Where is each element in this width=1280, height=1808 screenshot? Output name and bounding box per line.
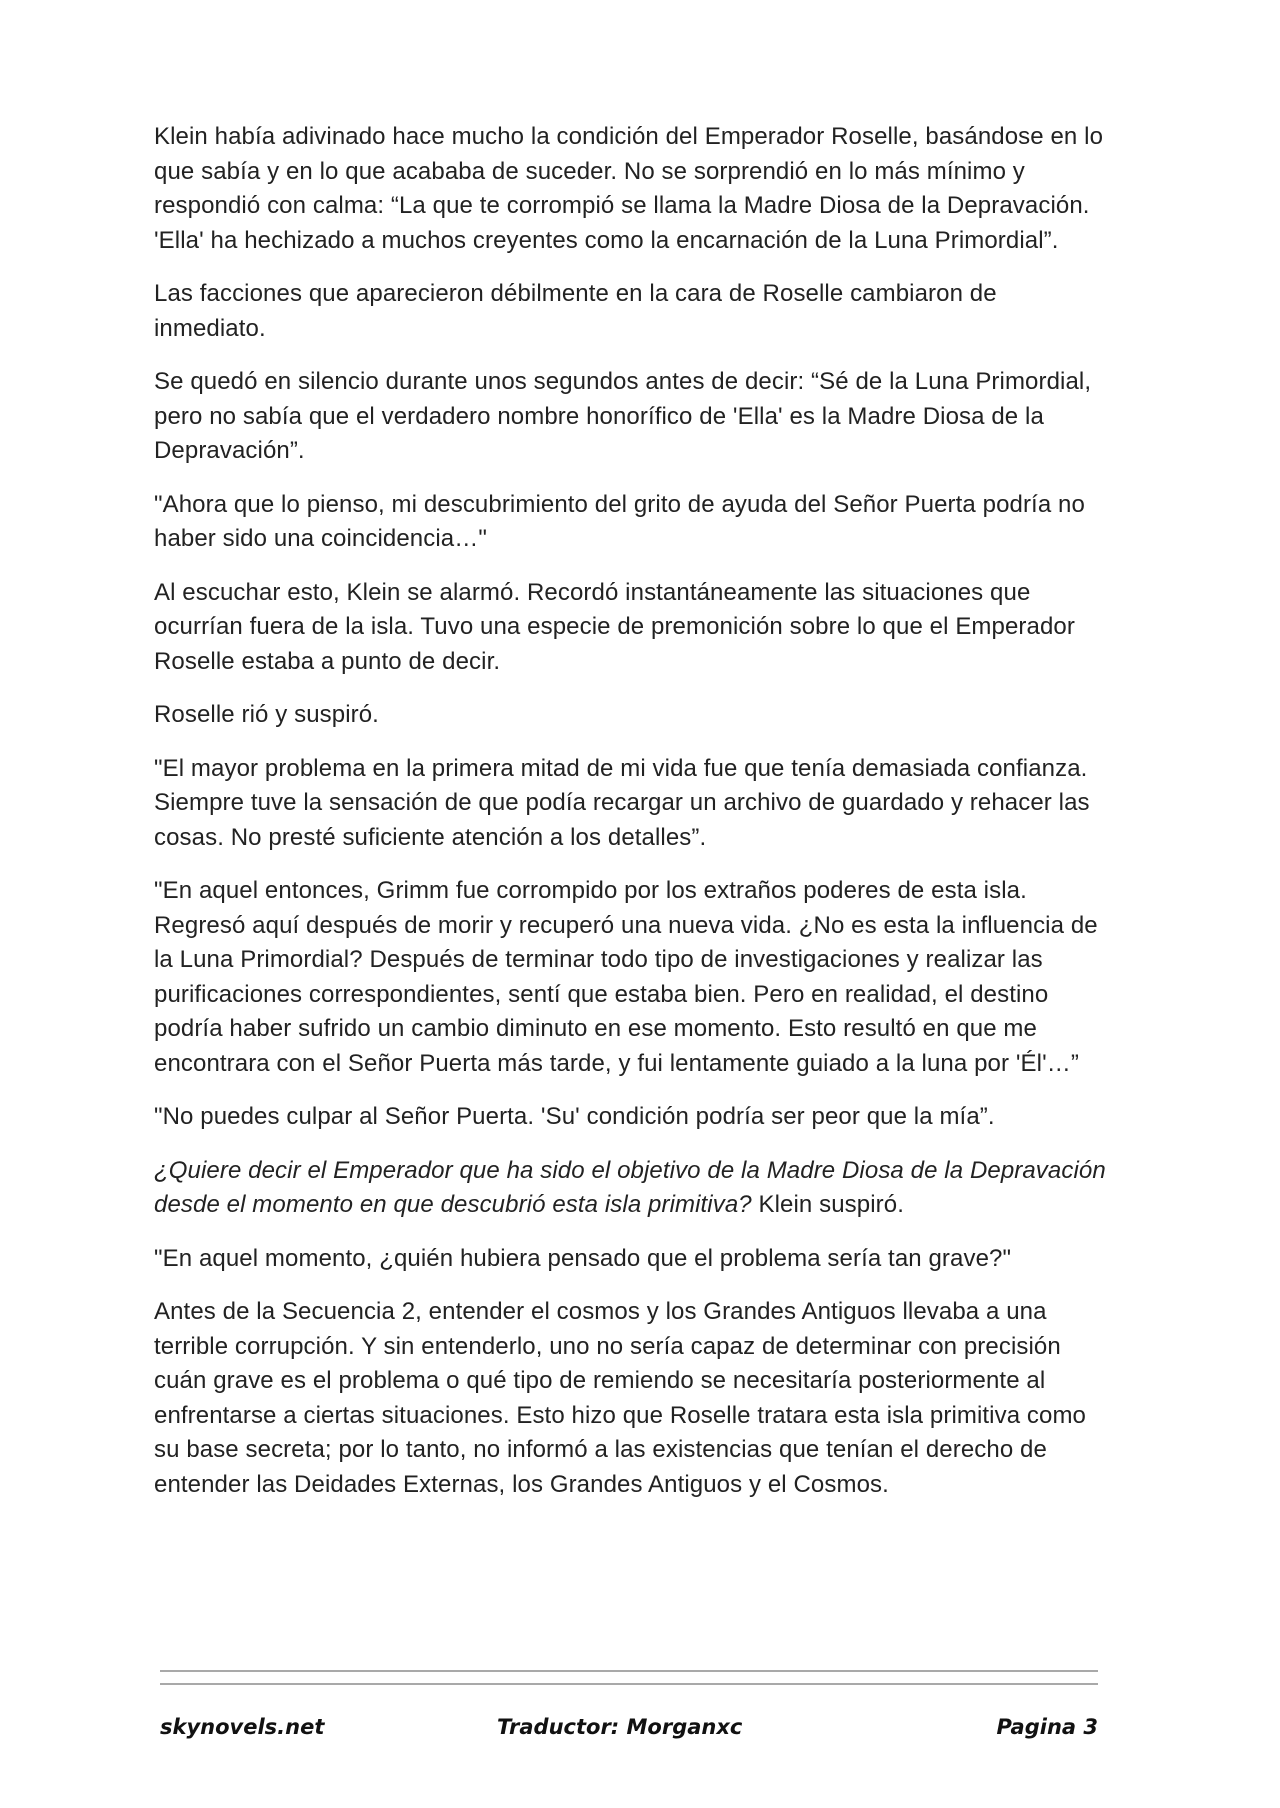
paragraph: Antes de la Secuencia 2, entender el cosmos y los Grandes Antiguos llevaba a una terrible corrupción. Y sin entenderlo, uno no sería capaz de determinar con precisión cuán grave es el problema o qué tipo de remiendo se necesitaría posteriormente al enfrentarse a ciertas situaciones. Esto hizo que Roselle tratara esta isla primitiva como su base secreta; por lo tanto, no informó a las existencias que tenían el derecho de entender las Deidades Externas, los Grandes Antiguos y el Cosmos. (154, 1298, 1086, 1498)
footer-divider-bottom (160, 1683, 1098, 1685)
footer-page-number: Pagina 3 (996, 1715, 1098, 1739)
paragraph: Klein había adivinado hace mucho la condición del Emperador Roselle, basándose en lo que sabía y en lo que acababa de suceder. No se sorprendió en lo más mínimo y respondió con calma: “La que te corrompió se llama la Madre Diosa de la Depravación. 'Ella' ha hechizado a muchos creyentes como la encarnación de la Luna Primordial”. (154, 123, 1104, 254)
paragraph: Las facciones que aparecieron débilmente en la cara de Roselle cambiaron de inmediato. (154, 280, 997, 342)
paragraph: "No puedes culpar al Señor Puerta. 'Su' condición podría ser peor que la mía”. (154, 1103, 995, 1130)
footer-translator: Traductor: Morganxc (497, 1715, 743, 1739)
paragraph: "En aquel momento, ¿quién hubiera pensado que el problema sería tan grave?" (154, 1244, 1012, 1272)
italic-thought-paragraph (154, 1154, 1114, 1223)
paragraph-continuation: Klein suspiró. (751, 1191, 904, 1218)
paragraph: "El mayor problema en la primera mitad de mi vida fue que tenía demasiada confianza. Siempre tuve la sensación de que podía recargar un archivo de guardado y rehacer las cosas. No presté suficiente atención a los detalles”. (154, 754, 1090, 851)
footer-divider-top (160, 1670, 1098, 1672)
footer-site: skynovels.net (160, 1715, 325, 1739)
paragraph: Se quedó en silencio durante unos segundos antes de decir: “Sé de la Luna Primordial, pero no sabía que el verdadero nombre honorífico de 'Ella' es la Madre Diosa de la Depravación”. (154, 368, 1092, 464)
paragraph: Al escuchar esto, Klein se alarmó. Recordó instantáneamente las situaciones que ocurrían fuera de la isla. Tuvo una especie de premonición sobre lo que el Emperador Roselle estaba a punto de decir. (154, 578, 1075, 675)
paragraph: "En aquel entonces, Grimm fue corrompido por los extraños poderes de esta isla. Regresó aquí después de morir y recuperó una nueva vida. ¿No es esta la influencia de la Luna Primordial? Después de terminar todo tipo de investigaciones y realizar las purificaciones correspondientes, sentí que estaba bien. Pero en realidad, el destino podría haber sufrido un cambio diminuto en ese momento. Esto resultó en que me encontrara con el Señor Puerta más tarde, y fui lentamente guiado a la luna por 'Él'…” (154, 877, 1098, 1077)
paragraph: Roselle rió y suspiró. (154, 701, 379, 728)
page-body (154, 120, 1114, 1521)
page-footer (160, 1715, 1098, 1751)
paragraph: "Ahora que lo pienso, mi descubrimiento del grito de ayuda del Señor Puerta podría no haber sido una coincidencia…" (154, 490, 1085, 552)
italic-thought-text: ¿Quiere decir el Emperador que ha sido el objetivo de la Madre Diosa de la Depravación desde el momento en que descubrió esta isla primitiva? (154, 1156, 1106, 1218)
